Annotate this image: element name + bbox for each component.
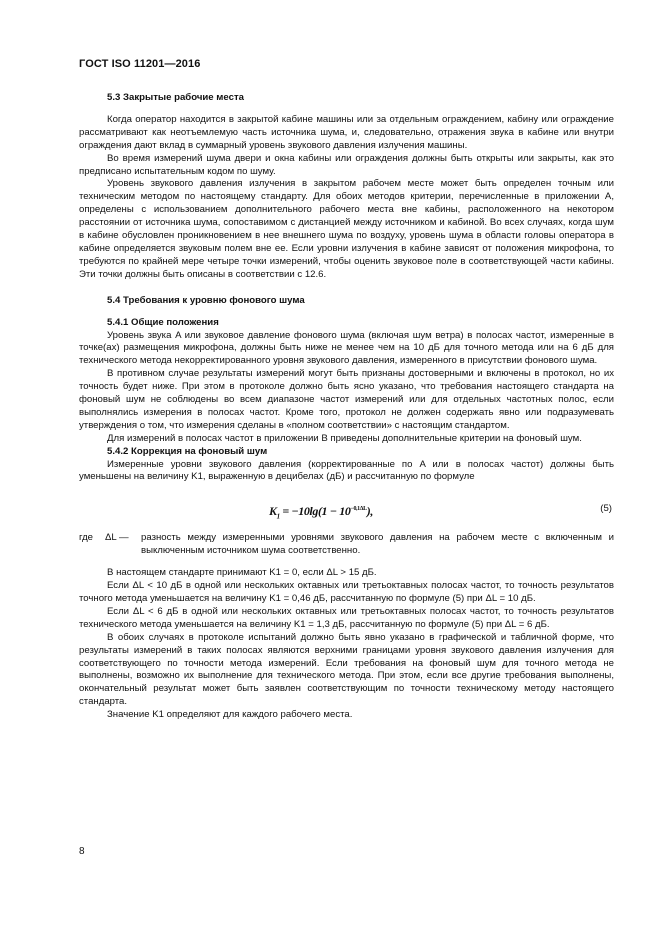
subsection-heading-5-4-2: 5.4.2 Коррекция на фоновый шум: [107, 445, 268, 457]
paragraph: В противном случае результаты измерений могут быть признаны достоверными и включены в протокол, но их точность будет ниже. При этом в протоколе должно быть ясно указано, что требования настоящего стандарта на фоновый шум не соблюдены во всем диапазоне частот измерений или для отдельных частотных полос, если выполнялись измерения в полосах частот. Кроме того, протокол не должен содержать явно или подразумевать утверждения о том, что измерения сделаны в «полном соответствии» с настоящим стандартом.: [79, 368, 614, 431]
page-number: 8: [79, 846, 85, 857]
where-clause: [79, 532, 614, 558]
document-header: ГОСТ ISO 11201—2016: [79, 58, 201, 70]
where-word: где: [79, 532, 94, 544]
paragraph: В настоящем стандарте принимают K1 = 0, если ΔL > 15 дБ.: [107, 567, 377, 579]
paragraph: Если ΔL < 10 дБ в одной или нескольких октавных или третьоктавных полосах частот, то точность результатов точного метода уменьшается на величину K1 = 0,46 дБ, рассчитанную по формуле (5) при ΔL = 10 дБ.: [79, 580, 614, 604]
paragraph: Уровень звука A или звуковое давление фонового шума (включая шум ветра) в полосах частот, измеренные в точке(ах) размещения микрофона, должны быть ниже не менее чем на 10 дБ для точного метода или на 6 дБ для технического метода некорректированного уровня звукового давления, измеренного в присутствии фонового шума.: [79, 329, 614, 367]
formula-number: (5): [600, 503, 612, 515]
paragraph: Уровень звукового давления излучения в закрытом рабочем месте может быть определен точным или техническим методом по настоящему стандарту. Для обоих методов критерии, перечисленные в приложении А, определены с использованием дополнительного рабочего места вне кабины, расположенного на некотором расстоянии от источника шума, сопоставимом с дистанцией между источником и кабиной. Во всех случаях, когда шум в кабине обусловлен проникновением в нее внешнего шума по воздуху, уровень шума в области головы оператора в кабине определяется звуковым полем вне ее. Если уровни излучения в кабине зависят от положения микрофона, то требуются по крайней мере четыре точки измерений, чтобы оценить звуковое поле в соответствующей части кабины. Эти точки должны быть описаны в соответствии с 12.6.: [79, 178, 614, 280]
paragraph: Для измерений в полосах частот в приложении В приведены дополнительные критерии на фоновый шум.: [107, 432, 582, 444]
document-body: [79, 92, 614, 722]
paragraph: Измеренные уровни звукового давления (корректированные по A или в полосах частот) должны быть уменьшены на величину K1, выраженную в децибелах (дБ) и рассчитанную по формуле: [79, 458, 614, 483]
section-heading-5-3: 5.3 Закрытые рабочие места: [107, 92, 244, 103]
section-heading-5-4: 5.4 Требования к уровню фонового шума: [107, 294, 305, 306]
paragraph: Если ΔL < 6 дБ в одной или нескольких октавных или третьоктавных полосах частот, то точность результатов технического метода уменьшается на величину K1 = 1,3 дБ, рассчитанную по формуле (5) при ΔL = 6 дБ.: [79, 605, 614, 630]
formula-expression: $K_1 = -10\lg(1 - 10^{-0,1\Delta L})$,: [269, 504, 373, 521]
formula-5: [79, 496, 614, 526]
where-symbol: ΔL —: [105, 532, 129, 544]
subsection-heading-5-4-1: 5.4.1 Общие положения: [107, 316, 219, 328]
paragraph: Во время измерений шума двери и окна кабины или ограждения должны быть открыты или закрыты, как это предписано испытательным кодом по шуму.: [79, 152, 614, 177]
paragraph: Когда оператор находится в закрытой кабине машины или за отдельным ограждением, кабину или ограждение рассматривают как неотъемлемую часть источника шума, и, следовательно, отражения звука в кабине или внутри ограждения дают вклад в суммарный уровень звукового давления излучения машины.: [79, 113, 614, 151]
paragraph: Значение K1 определяют для каждого рабочего места.: [107, 709, 353, 721]
where-definition: разность между измеренными уровнями звукового давления на рабочем месте с включенным и выключенным источником шума соответственно.: [141, 532, 614, 557]
paragraph: В обоих случаях в протоколе испытаний должно быть явно указано в графической и табличной форме, что результаты измерений в таких полосах являются верхними границами уровня звукового давления излучения для соответствующего по точности метода измерений. Если требования на фоновый шум для точного метода не выполнены, возможно их выполнение для технического метода. При этом, если все другие требования выполнены, окончательный результат может быть заявлен соответствующим по точности техническому методу настоящего стандарта.: [79, 631, 614, 708]
